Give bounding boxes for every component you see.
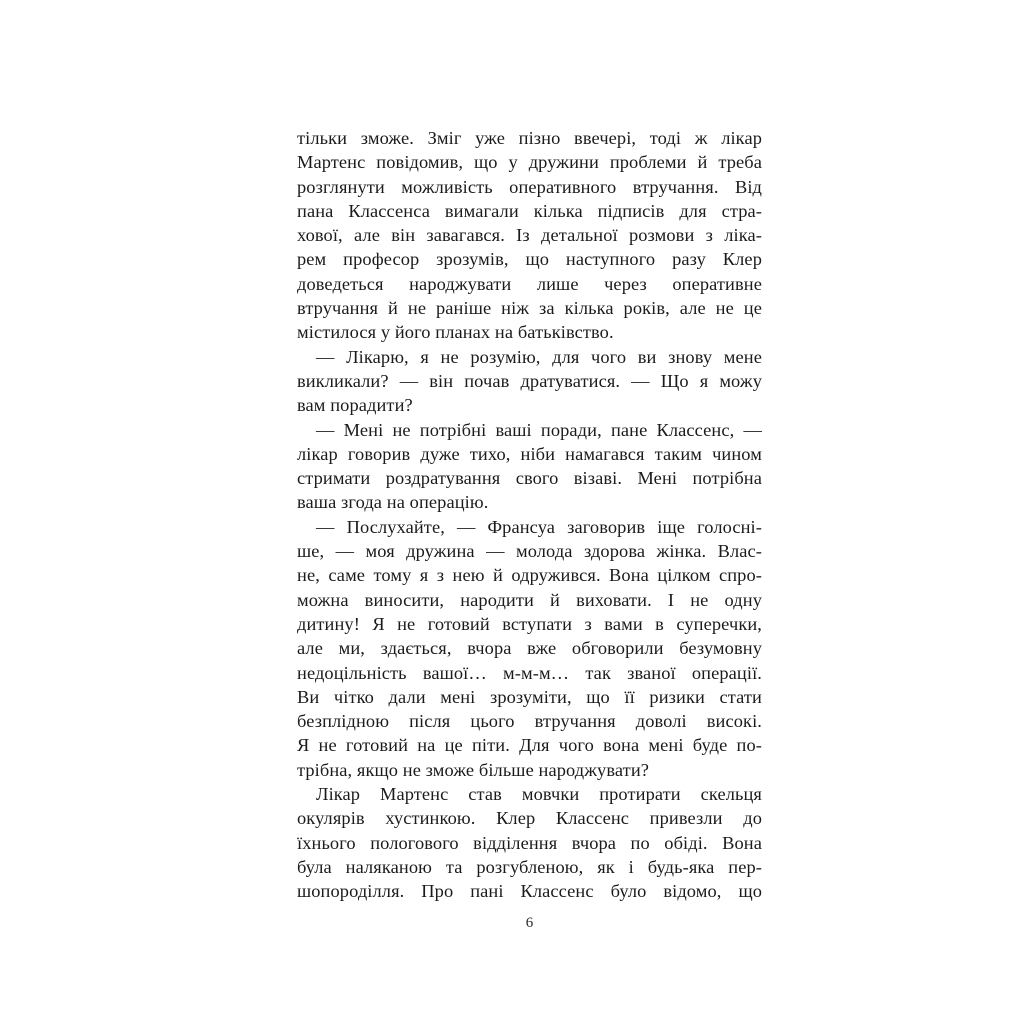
- text-line: дитину! Я не готовий вступати з вами в суперечки,: [297, 613, 762, 634]
- text-line: Ви чітко дали мені зрозуміти, що її ризики стати: [297, 686, 762, 707]
- text-line: стримати роздратування свого візаві. Мені потрібна: [297, 468, 762, 489]
- text-line: Я не готовий на це піти. Для чого вона мені буде по-: [297, 735, 762, 756]
- text-line: — Послухайте, — Франсуа заговорив іще голосні-: [316, 516, 762, 537]
- text-line: можна виносити, народити й виховати. І не одну: [297, 589, 762, 610]
- text-line: втручання й не раніше ніж за кілька років, але не це: [297, 298, 762, 319]
- text-line: вам порадити?: [297, 395, 413, 416]
- text-line: містилося у його планах на батьківство.: [297, 322, 614, 343]
- text-line: трібна, якщо не зможе більше народжувати?: [297, 759, 650, 780]
- text-line: розглянути можливість оперативного втручання. Від: [297, 176, 762, 197]
- text-line: Мартенс повідомив, що у дружини проблеми й треба: [297, 152, 762, 173]
- text-line: доведеться народжувати лише через оперативне: [297, 273, 762, 294]
- text-line: лікар говорив дуже тихо, ніби намагався таким чином: [297, 443, 762, 464]
- text-line: пана Классенса вимагали кілька підписів для стра-: [297, 200, 762, 221]
- text-line: недоцільність вашої… м-м-м… так званої операції.: [297, 662, 762, 683]
- text-line: рем професор зрозумів, що наступного разу Клер: [297, 249, 762, 270]
- text-line: їхнього пологового відділення вчора по обіді. Вона: [297, 832, 762, 853]
- text-line: але ми, здається, вчора вже обговорили безумовну: [297, 638, 762, 659]
- text-line: хової, але він завагався. Із детальної розмови з ліка-: [297, 225, 762, 246]
- text-line: шопороділля. Про пані Классенс було відомо, що: [297, 881, 762, 902]
- page-number: 6: [525, 915, 534, 931]
- text-line: не, саме тому я з нею й одружився. Вона цілком спро-: [297, 565, 762, 586]
- text-line: тільки зможе. Зміг уже пізно ввечері, тоді ж лікар: [297, 128, 762, 148]
- text-line: безплідною після цього втручання доволі високі.: [297, 711, 762, 732]
- text-line: — Лікарю, я не розумію, для чого ви знову мене: [316, 346, 762, 367]
- text-line: була наляканою та розгубленою, як і будь-яка пер-: [297, 856, 762, 877]
- text-line: окулярів хустинкою. Клер Классенс привезли до: [297, 808, 762, 829]
- text-line: викликали? — він почав дратуватися. — Що я можу: [297, 370, 762, 391]
- page-text: [297, 126, 762, 904]
- text-line: ше, — моя дружина — молода здорова жінка. Влас-: [297, 541, 762, 562]
- text-line: — Мені не потрібні ваші поради, пане Классенс, —: [316, 419, 762, 440]
- text-line: Лікар Мартенс став мовчки протирати скельця: [316, 784, 762, 805]
- text-line: ваша згода на операцію.: [297, 492, 489, 513]
